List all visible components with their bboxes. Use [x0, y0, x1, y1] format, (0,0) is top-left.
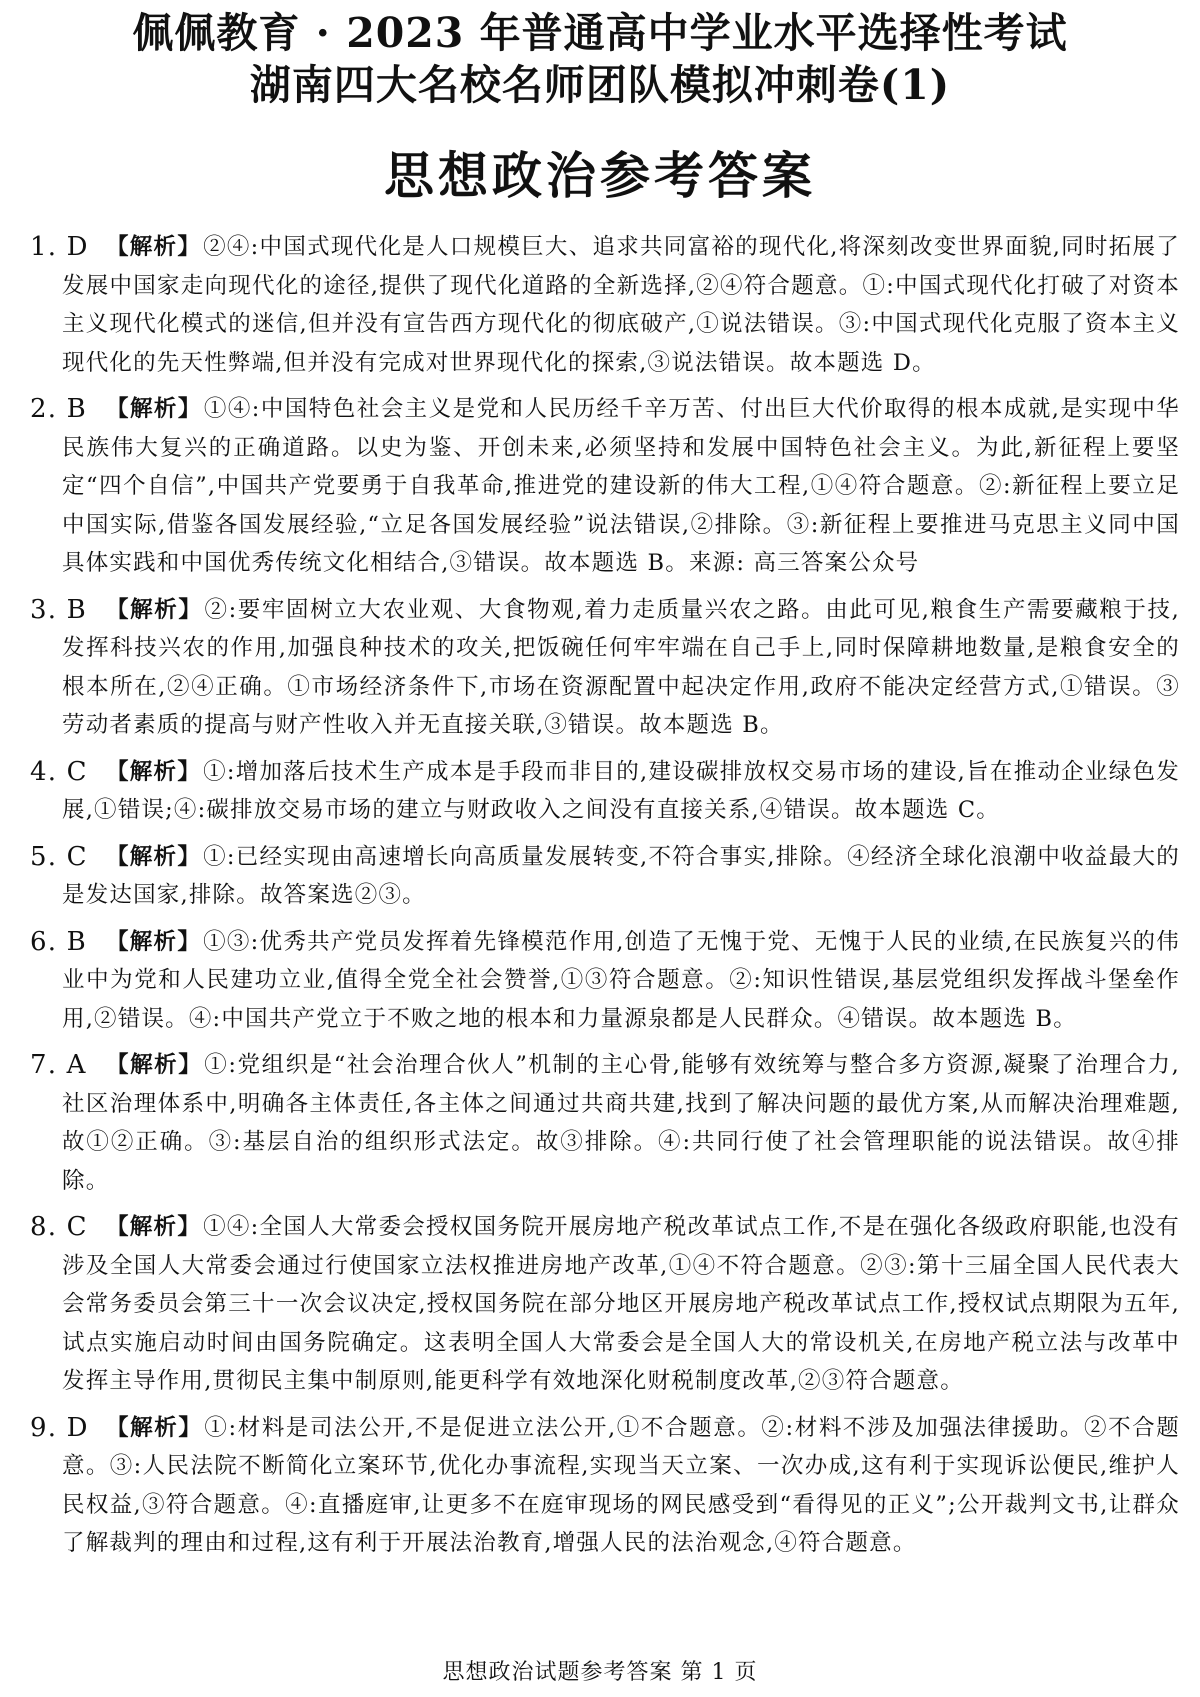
analysis-tag: 【解析】: [106, 396, 202, 422]
answer-item: [30, 591, 1180, 745]
answer-number: 2. B: [30, 394, 87, 424]
analysis-tag: 【解析】: [106, 1052, 203, 1078]
answer-item: [30, 390, 1180, 583]
answer-item: [30, 1046, 1180, 1200]
answer-number: 9. D: [30, 1412, 89, 1443]
analysis-tag: 【解析】: [106, 843, 202, 870]
answer-text: ①③:优秀共产党员发挥着先锋模范作用,创造了无愧于党、无愧于人民的业绩,在民族复兴的伟业中为党和人民建功立业,值得全党全社会赞誉,①③符合题意。②:知识性错误,基层党组织发挥战斗堡垒作用,②错误。④:中国共产党立于不败之地的根本和力量源泉都是人民群众。④错误。故本题选 B。: [62, 928, 1180, 1032]
answer-number: 6. B: [30, 926, 87, 957]
analysis-tag: 【解析】: [106, 928, 202, 955]
answer-list: [30, 228, 1180, 1571]
analysis-tag: 【解析】: [106, 234, 202, 260]
answer-number: 4. C: [30, 756, 88, 787]
answer-item: [30, 753, 1180, 830]
answer-text: ①:党组织是“社会治理合伙人”机制的主心骨,能够有效统筹与整合多方资源,凝聚了治理合力,社区治理体系中,明确各主体责任,各主体之间通过共商共建,找到了解决问题的最优方案,从而解决治理难题,故①②正确。③:基层自治的组织形式法定。故③排除。④:共同行使了社会管理职能的说法错误。故④排除。: [62, 1052, 1180, 1194]
page-footer: 思想政治试题参考答案 第 1 页: [442, 1660, 758, 1685]
answer-number: 8. C: [30, 1212, 88, 1242]
answer-text: ①:材料是司法公开,不是促进立法公开,①不合题意。②:材料不涉及加强法律援助。②不合题意。③:人民法院不断简化立案环节,优化办事流程,实现当天立案、一次办成,这有利于实现诉讼便民,维护人民权益,③符合题意。④:直播庭审,让更多不在庭审现场的网民感受到“看得见的正义”;公开裁判文书,让群众了解裁判的理由和过程,这有利于开展法治教育,增强人民的法治观念,④符合题意。: [62, 1414, 1180, 1556]
answer-text: ①④:全国人大常委会授权国务院开展房地产税改革试点工作,不是在强化各级政府职能,也没有涉及全国人大常委会通过行使国家立法权推进房地产改革,①④不符合题意。②③:第十三届全国人民代表大会常务委员会第三十一次会议决定,授权国务院在部分地区开展房地产税改革试点工作,授权试点期限为五年,试点实施启动时间由国务院确定。这表明全国人大常委会是全国人大的常设机关,在房地产税立法与改革中发挥主导作用,贯彻民主集中制原则,能更科学有效地深化财税制度改革,②③符合题意。: [62, 1214, 1180, 1394]
exam-paper-title: 湖南四大名校名师团队模拟冲刺卷(1): [249, 61, 951, 109]
answer-text: ②:要牢固树立大农业观、大食物观,着力走质量兴农之路。由此可见,粮食生产需要藏粮于技,发挥科技兴农的作用,加强良种技术的攻关,把饭碗任何牢牢端在自己手上,同时保障耕地数量,是粮食安全的根本所在,②④正确。①市场经济条件下,市场在资源配置中起决定作用,政府不能决定经营方式,①错误。③劳动者素质的提高与财产性收入并无直接关联,③错误。故本题选 B。: [62, 596, 1180, 738]
answer-item: [30, 838, 1180, 915]
answer-number: 1. D: [30, 232, 89, 262]
exam-series-title: 佩佩教育 · 2023 年普通高中学业水平选择性考试: [132, 9, 1068, 57]
answer-item: [30, 1409, 1180, 1563]
answer-number: 3. B: [30, 594, 87, 625]
page-title: 思想政治参考答案: [384, 146, 816, 205]
analysis-tag: 【解析】: [106, 1414, 203, 1441]
analysis-tag: 【解析】: [106, 758, 202, 785]
answer-item: [30, 228, 1180, 382]
answer-text: ②④:中国式现代化是人口规模巨大、追求共同富裕的现代化,将深刻改变世界面貌,同时拓展了发展中国家走向现代化的途径,提供了现代化道路的全新选择,②④符合题意。①:中国式现代化打破了对资本主义现代化模式的迷信,但并没有宣告西方现代化的彻底破产,①说法错误。③:中国式现代化克服了资本主义现代化的先天性弊端,但并没有完成对世界现代化的探索,③说法错误。故本题选 D。: [62, 234, 1180, 376]
answer-text: ①:增加落后技术生产成本是手段而非目的,建设碳排放权交易市场的建设,旨在推动企业绿色发展,①错误;④:碳排放交易市场的建立与财政收入之间没有直接关系,④错误。故本题选 C。: [62, 758, 1180, 823]
answer-item: [30, 1208, 1180, 1401]
answer-item: [30, 923, 1180, 1039]
answer-number: 5. C: [30, 841, 88, 872]
analysis-tag: 【解析】: [106, 596, 203, 623]
analysis-tag: 【解析】: [106, 1214, 202, 1240]
answer-number: 7. A: [30, 1050, 87, 1080]
answer-text: ①:已经实现由高速增长向高质量发展转变,不符合事实,排除。④经济全球化浪潮中收益最大的是发达国家,排除。故答案选②③。: [62, 843, 1180, 908]
answer-text: ①④:中国特色社会主义是党和人民历经千辛万苦、付出巨大代价取得的根本成就,是实现中华民族伟大复兴的正确道路。以史为鉴、开创未来,必须坚持和发展中国特色社会主义。为此,新征程上要坚定“四个自信”,中国共产党要勇于自我革命,推进党的建设新的伟大工程,①④符合题意。②:新征程上要立足中国实际,借鉴各国发展经验,“立足各国发展经验”说法错误,②排除。③:新征程上要推进马克思主义同中国具体实践和中国优秀传统文化相结合,③错误。故本题选 B。来源: 高三答案公众号: [62, 396, 1180, 576]
